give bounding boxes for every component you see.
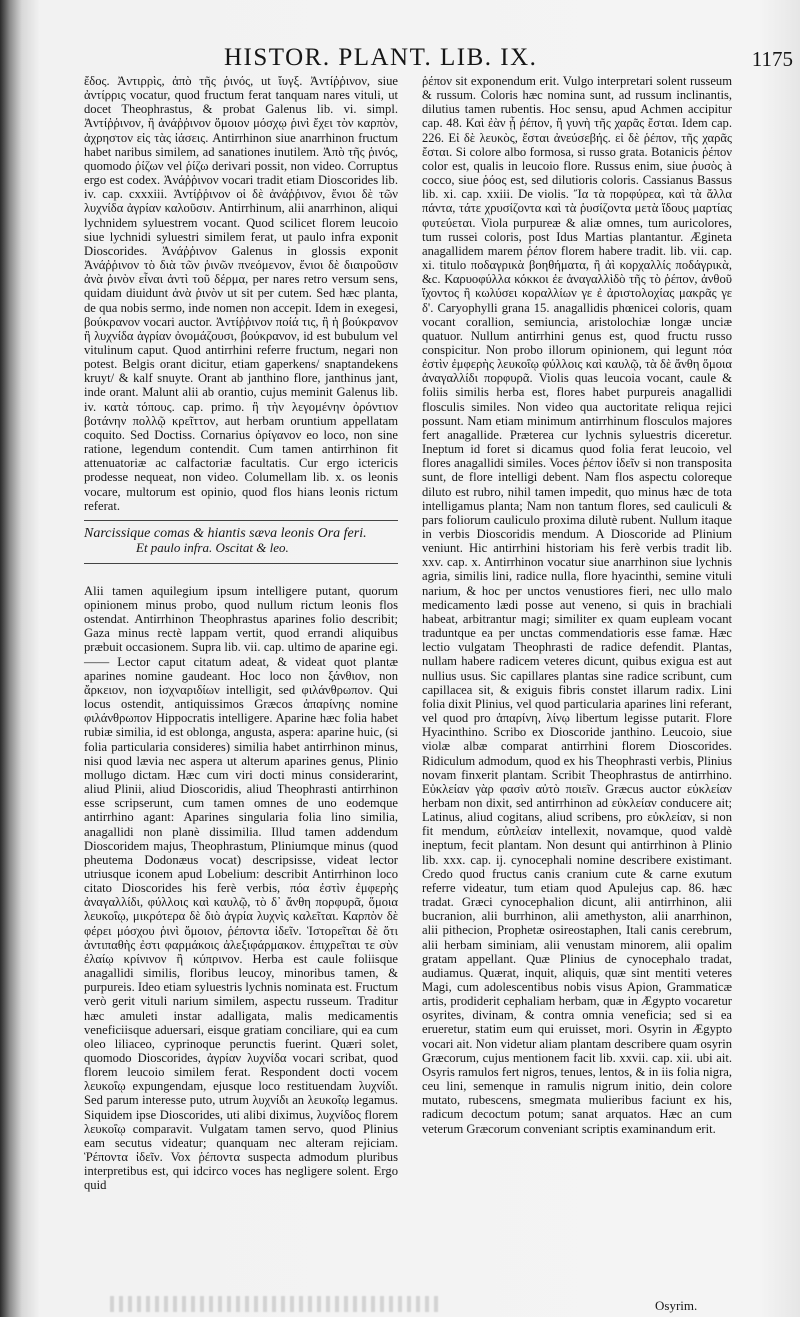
show-through-bleed bbox=[110, 1296, 440, 1312]
page-number: 1175 bbox=[751, 47, 793, 71]
left-paragraph-2: Alii tamen aquilegium ipsum intelligere putant, quorum opinionem minus probo, quod nullum rictum leonis flos ostendat. Antirrhinon Theophrastus aparines folio describit; Gaza minus rectè lappam vertit, quod errandi aliquibus præbuit occasionem. Supra lib. vii. cap. ultimo de aparine egi. —— Lector caput citatum adeat, & videat quot plantæ aparines nomine gaudeant. Hoc loco non ξάνθιον, non ἄρκειον, non ἰσχναριδίων intelligit, sed φιλάνθρωπον. Qui locus ostendit, antiquissimos Græcos ἀπαρίνης nomine φιλάνθρωπον Hippocratis intelligere. Aparine hæc folia habet rubiæ similia, id est oblonga, angusta, aspera: aparine huic, (si folia particularia consideres) similia habet antirrhinon minus, nisi quod lævia nec aspera ut alterum aparines genus, Plinio mollugo dictam. Hæc cum viri docti minus considerarint, aliud Plinii, aliud Dioscoridis, aliud Theophrasti antirrhinon esse scripserunt, cum tamen omnes de uno eodemque antirrhino agant: Aparines singularia folia lino similia, anagallidi non planè dissimilia. Illud tamen addendum Dioscoridem majus, Theophrastum, Pliniumque minus (quod pheutema Dodonæus vocat) descripsisse, videat lector utriusque iconem apud Lobelium: describit Antirrhinon loco citato Dioscorides his ferè verbis, πόα ἐστὶν ἐμφερὴς ἀναγαλλίδι, φύλλοις καὶ καυλῷ, τὸ δ᾽ ἄνθη πορφυρᾶ, ὅμοια λευκοΐῳ, μικρότερα δὲ διὸ ἀγρία λυχνὶς καλεῖται. Καρπὸν δὲ φέρει μόσχου ῥινὶ ὅμοιον, ῥέποντα ἰδεῖν. Ἱστορεῖται δὲ ὅτι ἀντιπαθὴς ἐστι φαρμάκοις ἀλεξιφάρμακον. ἐπιχρεῖται τε σὺν ἐλαίῳ κρίνινον ἢ κύπρινον. Herba est caule foliisque anagallidi similis, floribus leucoy, minoribus tamen, & purpureis. Ideo etiam syluestris lychnis nominata est. Fructum verò gerit vituli narium similem, aspectu russeum. Traditur hæc amuleti instar adalligata, malis medicamentis veneficiisque aduersari, eisque gratiam conciliare, qui ea cum oleo liliaceo, cyprinoque perunctis fuerint. Quæri solet, quomodo Dioscorides, ἀγρίαν λυχνίδα vocari scribat, quod florem leucoio similem ferat. Respondent docti vocem λευκοΐῳ expungendam, ejusque loco restituendam λυχνίδι. Sed parum interesse puto, utrum λυχνίδι an λευκοΐῳ legamus. Siquidem ipse Dioscorides, uti alibi diximus, λυχνίδος florem λευκοΐῳ comparavit. Vulgatam tamen servo, quod Plinius eam secutus videatur; quanquam nec alteram rejiciam. Ῥέποντα ἰδεῖν. Vox ῥέποντα suspecta admodum pluribus interpretibus est, qui idcirco voces has negligere solent. Ergo quid bbox=[84, 583, 398, 1193]
verse-line-1: Narcissique comas & hiantis sæva leonis Ora feri. bbox=[84, 525, 367, 541]
right-column bbox=[422, 74, 732, 1136]
verse-line-2: Et paulo infra. Oscitat & leo. bbox=[136, 540, 289, 556]
catchword: Osyrim. bbox=[655, 1298, 698, 1313]
left-column bbox=[84, 74, 398, 1193]
column-divider-rule bbox=[84, 520, 398, 521]
right-paragraph-1: ῥέπον sit exponendum erit. Vulgo interpretari solent russeum & russum. Coloris hæc nomina sunt, ad russum inclinantis, dilutius tamen rubentis. Hoc sensu, apud Achmen accipitur cap. 48. Καὶ ἐὰν ᾖ ῥέπον, ἢ γυνὴ τῆς χαρᾶς ἔσται. Idem cap. 226. Εἰ δὲ λευκὸς, ἔσται ἀνεύσεβής. εἰ δὲ ῥέπον, τῆς χαρᾶς ἔσται. Si colore albo formosa, si russo grata. Botanicis ῥέπον color est, qualis in leucoio flore. Russus enim, siue ῥυσὸς à cocco, siue ῥόος est, sed dilutioris coloris. Cassianus Bassus lib. xi. cap. xxiii. De violis. Ἴα τὰ πορφύρεα, καὶ τὰ ἄλλα πάντα, τάτε χρυσίζοντα καὶ τὰ ῥυσίζοντα μετὰ ἴδους μαρτίας φυτεύεται. Viola purpureæ & aliæ omnes, tum auricolores, tum russei coloris, post Idus Martias plantantur. Ægineta anagallidem marem ῥέπον florem habere tradit. lib. vii. cap. xi. titulo ποδαγρικὰ βοηθήματα, ἢ ἀὶ κορχαλλίς ποδάγρικὰ, &c. Καρυοφύλλα κόκκοι ἐε ἀναγαλλὶδὸ τῆς τὸ ῥέπον, ἀνθοῦ ἴχοντος ἢ κωλύσει κοραλλίων γε ἐ ἀριστολοχίας μακρᾶς γε δ'. Caryophylli grana 15. anagallidis phœnicei coloris, quam vocant corallion, semiuncia, aristolochiæ longæ unciæ quatuor. Nullum antirrhini genus est, quod fructu russo conspicitur. Non probo illorum opinionem, qui legunt πόα ἐστὶν ἐμφερὴς λευκοΐῳ φύλλοις καὶ καυλῷ, τὰ δὲ ἄνθη ὅμοια ἀναγαλλίδι πορφυρᾶ. Violis quas leucoia vocant, caule & foliis similis herba est, flores habet purpureis anagallidi flosculis similes. Non video qua auctoritate reliqua rejici possunt. Nam etiam minimum antirrhinum flosculos majores fert anagallide. Præterea cur lychnis syluestris diceretur. Ineptum id foret si dicamus quod folia ferat leucoio, vel flores anagallidi similes. Voces ῥέπον ἰδεῖν si non transposita sunt, de flore intelligi debent. Nam flos aspectu coloreque diluto est rubro, nihil tamen impedit, quo minus hæc de tota intelligamus planta; Nam non tantum flores, sed cauliculi & pars foliorum cauliculo proxima dilutè rubent. Nullum itaque in verbis Dioscoridis mendum. A Dioscoride ad Plinium veniunt. Hic antirrhini historiam his ferè verbis tradit lib. xxv. cap. x. Antirrhinon vocatur siue anarrhinon siue lychnis agria, similis lini, radice nulla, flore hyacinthi, semine vituli narium, & hoc per unctos venustiores fieri, nec ullo malo medicamento lædi posse aut veneno, si quis in brachiali habeat, arbitrantur magi; similiter ex quam eupleam vocant traduntque ea per unctas commendatioris esse famæ. Hæc lectio vulgatam Theophrasti de radice defendit. Plantas, nullam habere radicem veteres dicunt, quibus exigua est aut nullius usus. Sic capillares plantas sine radice scribunt, cum capillacea sit, & exiguis fibris constet illarum radix. Lini folia dixit Plinius, vel quod particularia aparines lini referant, vel quod pro ἀπαρίνη, λίνῳ libertum legisse putarit. Flore Hyacinthino. Scribo ex Dioscoride janthino. Leucoio, siue violæ albæ comparat antirrhini florem Dioscorides. Ridiculum admodum, quod ex his Theophrasti verbis, Plinius novam finxerit plantam. Scribit Theophrastus de antirrhino. Εὐκλείαν γὰρ φασὶν αὐτὸ ποιεῖν. Græcus auctor εὐκλείαν herbam non dixit, sed antirrhinon ad εὐκλείαν conducere ait; Latinus, aliud cogitans, aliud scribens, pro εὐκλείαν, si non fit mendum, εὐπλείαν intellexit, novamque, quod valdè ineptum, fecit plantam. Non desunt qui antirrhinon à Plinio lib. xxx. cap. ij. cynocephali nomine describere existimant. Credo quod fructus canis cranium cute & carne exutum referre videatur, tum etiam quod Apulejus cap. 86. hæc tradat. Græci cynocephalion dicunt, alii antirrhinon, alii bucranion, alii burrhinon, alii amethyston, alii anarrhinon, alii pithecion, Prophetæ osireostaphen, Itali canis cerebrum, alii herbam siminiam, alii venustam minorem, alii opalim gratam appellant. Quæ Plinius de cynocephalo tradat, audiamus. Quærat, inquit, aliquis, quæ sint mentiti veteres Magi, cum adolescentibus nobis visus Apion, Grammaticæ artis, prodiderit cephaliam herbam, quæ in Ægypto vocaretur osyrites, divinam, & contra omnia veneficia; sed si ea erueretur, statim eum qui eruisset, mori. Osyrin in Ægypto vocari ait. Non videtur aliam plantam describere quam osyrin Græcorum, cujus mentionem facit lib. xxvii. cap. xii. ubi ait. Osyris ramulos fert nigros, tenues, lentos, & in iis folia nigra, ceu lini, semenque in ramulis nigrum initio, dein colore mutato, rubescens, smegmata mulieribus faciunt ex his, radicum decoctum potum; sanat arquatos. Hæc an cum veterum Græcorum conveniant scriptis examinandum erit. bbox=[422, 74, 732, 1136]
running-title: HISTOR. PLANT. LIB. IX. bbox=[224, 44, 538, 71]
left-paragraph-1: ἔδος. Ἀντιρρὶς, ἀπὸ τῆς ῥινός, ut ἴυγξ. Ἀντίῤῥινον, siue ἀντίρρις vocatur, quod fructum ferat tanquam nares vituli, ut docet Theophrastus, & probat Galenus lib. vi. simpl. Ἀντίῤῥινον, ἢ ἀνάῤῥινον ὅμοιον μόσχῳ ῥινὶ ἔχει τὸν καρπὸν, ἀχρηστον εἰς τὰς ἰάσεις. Antirrhinon siue anarrhinon fructum habet naribus similem, ad sanationes inutilem. Ἀπὸ τῆς ῥινός, quomodo ῥίζων vel ῥίζω derivari possit, non video. Corruptus ergo est codex. Ἀνάῤῥινον vocari tradit etiam Dioscorides lib. iv. cap. cxxxiii. Ἀντίῤῥινον οἱ δὲ ἀνάῤῥινον, ἔνιοι δὲ τῶν λυχνίδα ἀγρίαν καλοῦσιν. Antirrhinum, alii anarrhinon, aliqui lychnidem syluestrem vocant. Quod scilicet florem leucoio siue lychnidi syluestri similem ferat, ut paulo infra exponit Dioscorides. Ἀνάῤῥινον Galenus in glossis exponit Ἀνάῤῥινον τὸ διὰ τῶν ῥινῶν πνεόμενον, ἔνιοι δὲ διαιροῦσιν ἀνὰ ῥινὸν εἶναι ἀντὶ τοῦ δέρμα, per nares retro versum sens, quidam diuidunt ἀνὰ ῥινὸν ut sit per cutem. Sed hæc planta, de qua nobis sermo, inde nomen non accepit. Idem in exegesi, βούκρανον vocari auctor. Ἀντίῤῥινον ποίά τις, ἢ ἡ βούκρανον ἢ λυχνίδα ἀγρίαν ὀνομάζουσι, βούκρανον, id est bubulum vel vitulinum caput. Quod antirrhini referre fructum, negari non potest. Belgis orant dicitur, etiam gaperkens/ snaptandekens kruyt/ & kalf snuyte. Orant ab janthino flore, janthinus jant, inde orant. Malunt alii ab orantio, cujus meminit Galenus lib. iv. κατὰ τόπους. cap. primo. ἢ τὴν λεγομένην ὀρόντιον βοτάνην πολλῷ κρεῖττον, aut herbam oruntium appellatam coquito. Sed Doctiss. Cornarius ὀρίγανον eo loco, non sine ratione, legendum contendit. Cum tamen antirrhinon fit attenuatoriæ ac calfactoriæ facultatis. Cur ergo ictericis prodesse nequeat, non video. Columellam lib. x. os leonis vocare, multorum est opinio, quod flos hians leonis rictum referat. bbox=[84, 74, 398, 513]
column-divider-rule bbox=[84, 563, 398, 564]
verse-quotation bbox=[84, 527, 398, 556]
